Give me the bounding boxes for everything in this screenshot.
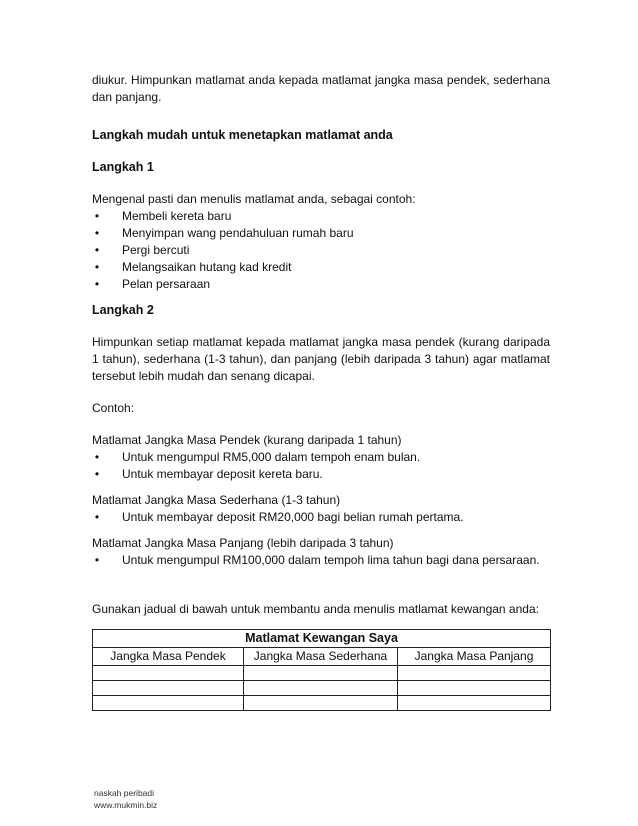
long-term-list (92, 552, 550, 569)
step1-list (92, 208, 550, 293)
bullet-icon: • (94, 243, 100, 257)
column-header-short: Jangka Masa Pendek (93, 648, 244, 666)
table-cell[interactable] (398, 666, 551, 681)
table-cell[interactable] (244, 696, 398, 711)
list-item: • Pelan persaraan (92, 276, 550, 293)
table-cell[interactable] (93, 696, 244, 711)
table-cell[interactable] (398, 681, 551, 696)
medium-term-list (92, 509, 550, 526)
short-term-list (92, 449, 550, 483)
table-row (93, 696, 551, 711)
step2-heading: Langkah 2 (92, 303, 154, 317)
step2-paragraph: Himpunkan setiap matlamat kepada matlamat jangka masa pendek (kurang daripada 1 tahun), sederhana (1-3 tahun), dan panjang (lebih daripada 3 tahun) agar matlamat tersebut lebih mudah dan senang dicapai. (92, 335, 550, 383)
bullet-icon: • (94, 277, 100, 291)
list-item: • Untuk membayar deposit RM20,000 bagi belian rumah pertama. (92, 509, 550, 526)
goals-table-title: Matlamat Kewangan Saya (93, 630, 551, 648)
long-term-title: Matlamat Jangka Masa Panjang (lebih daripada 3 tahun) (92, 536, 394, 550)
section-heading: Langkah mudah untuk menetapkan matlamat anda (92, 128, 393, 142)
table-row (93, 666, 551, 681)
step1-lead: Mengenal pasti dan menulis matlamat anda, sebagai contoh: (92, 192, 416, 206)
list-item: • Membeli kereta baru (92, 208, 550, 225)
table-cell[interactable] (93, 666, 244, 681)
bullet-icon: • (94, 209, 100, 223)
goals-table (92, 629, 551, 711)
bullet-icon: • (94, 553, 100, 567)
bullet-icon: • (94, 510, 100, 524)
column-header-medium: Jangka Masa Sederhana (244, 648, 398, 666)
table-row (93, 681, 551, 696)
list-item: • Pergi bercuti (92, 242, 550, 259)
list-item: • Untuk mengumpul RM5,000 dalam tempoh enam bulan. (92, 449, 550, 466)
bullet-icon: • (94, 467, 100, 481)
step1-heading: Langkah 1 (92, 160, 154, 174)
column-header-long: Jangka Masa Panjang (398, 648, 551, 666)
short-term-title: Matlamat Jangka Masa Pendek (kurang daripada 1 tahun) (92, 433, 402, 447)
footer (94, 787, 157, 811)
table-cell[interactable] (398, 696, 551, 711)
footer-line-1: naskah peribadi (94, 788, 155, 798)
table-cell[interactable] (244, 666, 398, 681)
table-intro: Gunakan jadual di bawah untuk membantu anda menulis matlamat kewangan anda: (92, 602, 539, 616)
medium-term-title: Matlamat Jangka Masa Sederhana (1-3 tahun) (92, 493, 341, 507)
example-label: Contoh: (92, 401, 135, 415)
table-cell[interactable] (244, 681, 398, 696)
list-item: • Melangsaikan hutang kad kredit (92, 259, 550, 276)
list-item: • Untuk membayar deposit kereta baru. (92, 466, 550, 483)
document-page (92, 72, 550, 711)
footer-link[interactable]: www.mukmin.biz (94, 800, 158, 810)
bullet-icon: • (94, 226, 100, 240)
list-item: • Untuk mengumpul RM100,000 dalam tempoh lima tahun bagi dana persaraan. (92, 552, 550, 569)
bullet-icon: • (94, 260, 100, 274)
intro-continuation: diukur. Himpunkan matlamat anda kepada matlamat jangka masa pendek, sederhana dan panjang. (92, 73, 550, 104)
bullet-icon: • (94, 450, 100, 464)
list-item: • Menyimpan wang pendahuluan rumah baru (92, 225, 550, 242)
table-cell[interactable] (93, 681, 244, 696)
